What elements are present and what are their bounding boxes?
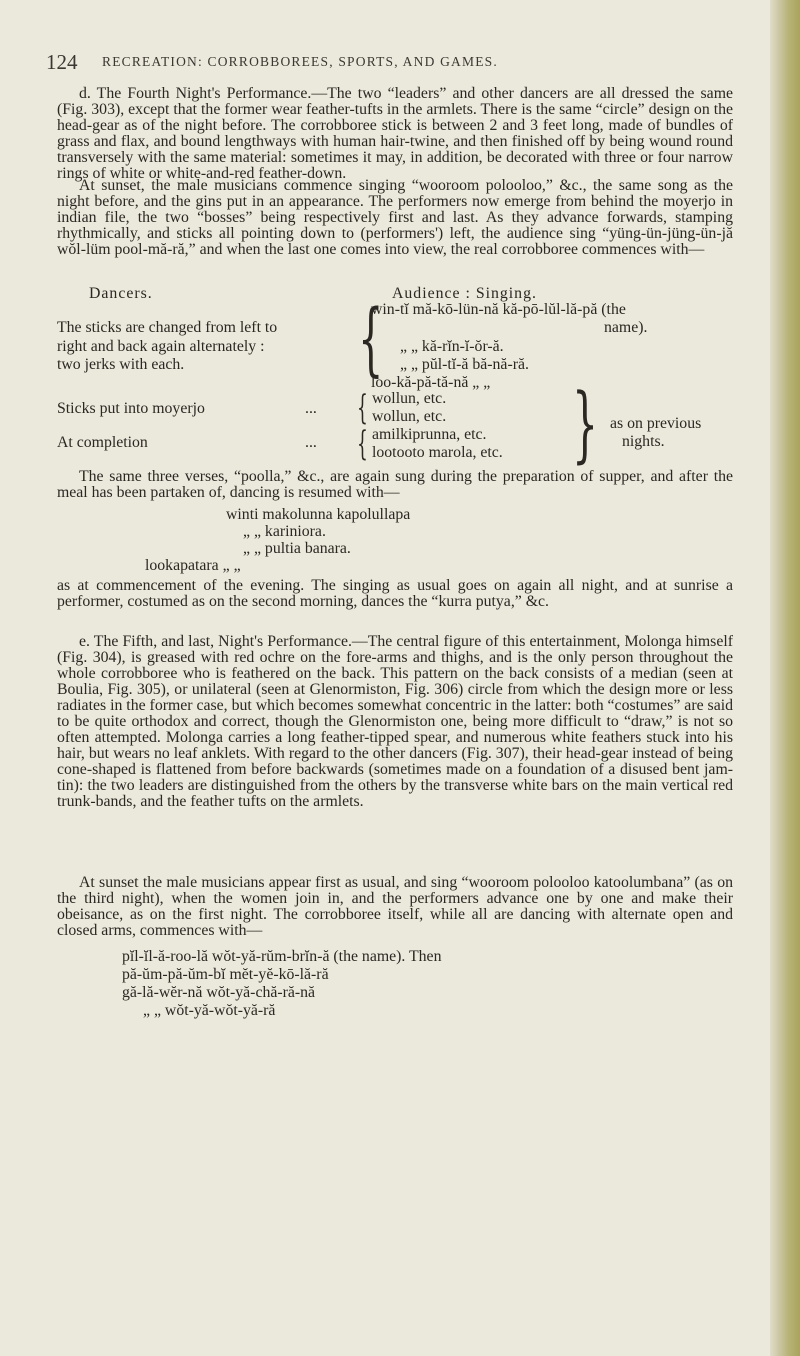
col-header-audience: Audience : Singing. xyxy=(392,285,537,302)
chant-line-3: gă-lă-wĕr-nă wŏt-yă-chă-ră-nă xyxy=(122,984,316,1001)
verse-line-4: lookapatara „ „ xyxy=(145,557,241,574)
row-moyerjo-dots: ... xyxy=(305,400,317,417)
previous-nights-line-1: as on previous xyxy=(610,415,702,432)
paragraph-sunset-second: At sunset the male musicians appear first as usual, and sing “wooroom polooloo katoolumbana” (as on the third night), when the women join in, and the performers advance one by one and make their obeisance, as on the first night. The corrobboree itself, while all are dancing with alternate open and closed arms, commences with— xyxy=(57,874,733,939)
row-moyerjo: Sticks put into moyerjo xyxy=(57,400,205,417)
dancers-line-2: right and back again alternately : xyxy=(57,338,265,355)
previous-nights-line-2: nights. xyxy=(622,433,665,450)
sing-line-1: win-tĭ mă-kō-lün-nă kă-pō-lŭl-lă-pă (the xyxy=(371,301,626,318)
verse-line-1: winti makolunna kapolullapa xyxy=(226,506,411,523)
verse-line-3: „ „ pultia banara. xyxy=(243,540,351,557)
running-title: RECREATION: CORROBBOREES, SPORTS, AND GAMES. xyxy=(102,54,498,69)
paragraph-sunset-singing: At sunset, the male musicians commence singing “wooroom polooloo,” &c., the same song as the night before, and the gins put in an appearance. The performers now emerge from behind the moyerjo in indian file, the two “bosses” being respectively first and last. As they advance forwards, stamping rhythmically, and sticks all pointing down to (performers') left, the audience sing “yüng-ün-jüng-ün-jă wŏl-lüm pool-mă-ră,” and when the last one comes into view, the real corrobboree commences with— xyxy=(57,177,733,258)
sing-line-5: loo-kă-pă-tă-nă „ „ xyxy=(371,374,491,391)
paragraph-fifth-night: e. The Fifth, and last, Night's Performance.—The central figure of this entertainment, Molonga himself (Fig. 304), is greased with red ochre on the fore-arms and thighs, and is the only person throughout the whole corrobboree who is feathered on the back. This pattern on the back consists of a median (seen at Boulia, Fig. 305), or unilateral (seen at Glenormiston, Fig. 306) circle from which the design more or less radiates in the former case, but which becomes somewhat concentric in the latter: both “costumes” are said to be quite orthodox and correct, though the Glenormiston one, being more difficult to “draw,” is not so often attempted. Molonga carries a long feather-tipped spear, and numerous white feathers stuck into his hair, but wears no leaf anklets. With regard to the other dancers (Fig. 307), their head-gear instead of being cone-shaped is flattened from before backwards (sometimes made on a foundation of a disused bent jam-tin): the two leaders are distinguished from the others by the transverse white bars on the main vertical red trunk-bands, and the feather tufts on the armlets. xyxy=(57,633,733,810)
row-completion: At completion xyxy=(57,434,148,451)
col-header-dancers: Dancers. xyxy=(89,285,153,302)
chant-line-4: „ „ wŏt-yă-wŏt-yă-ră xyxy=(143,1002,276,1019)
mid-line-1: wollun, etc. xyxy=(372,390,447,407)
paragraph-fourth-night: d. The Fourth Night's Performance.—The two “leaders” and other dancers are all dressed the same (Fig. 303), except that the former wear feather-tufts in the armlets. There is the same “circle” design on the head-gear as of the night before. The corrobboree stick is between 2 and 3 feet long, made of bundles of grass and flax, and bound lengthways with human hair-twine, and then finished off by being wound round transversely with the same material: sometimes it may, in addition, be decorated with three or four narrow rings of white or white-and-red feather-down. xyxy=(57,85,733,182)
verse-line-2: „ „ kariniora. xyxy=(243,523,326,540)
page-number: 124 xyxy=(46,50,78,74)
page-edge-shadow xyxy=(770,0,800,1356)
dancers-line-3: two jerks with each. xyxy=(57,356,185,373)
sing-line-4: „ „ pŭl-tĭ-ă bă-nă-ră. xyxy=(400,356,529,373)
chant-line-1: pĭl-ĭl-ă-roo-lă wŏt-yă-rŭm-brĭn-ă (the name). Then xyxy=(122,948,442,965)
row-completion-dots: ... xyxy=(305,434,317,451)
sing-line-3: „ „ kă-rĭn-ĭ-ŏr-ă. xyxy=(400,338,504,355)
brace-completion: { xyxy=(357,424,368,464)
mid-line-3: amilkiprunna, etc. xyxy=(372,426,487,443)
dancers-line-1: The sticks are changed from left to xyxy=(57,319,278,336)
page-header xyxy=(46,50,746,76)
paragraph-commencement: as at commencement of the evening. The singing as usual goes on again all night, and at sunrise a performer, costumed as on the second morning, dances the “kurra putya,” &c. xyxy=(57,577,733,610)
left-brace-audience: { xyxy=(358,292,384,385)
paragraph-same-verses: The same three verses, “poolla,” &c., are again sung during the preparation of supper, and after the meal has been partaken of, dancing is resumed with— xyxy=(57,468,733,501)
right-brace-previous: } xyxy=(572,377,599,472)
sing-line-2: name). xyxy=(604,319,648,336)
mid-line-2: wollun, etc. xyxy=(372,408,447,425)
chant-line-2: pă-ŭm-pă-ŭm-bĭ mĕt-yĕ-kō-lă-ră xyxy=(122,966,329,983)
mid-line-4: lootooto marola, etc. xyxy=(372,444,503,461)
brace-moyerjo: { xyxy=(357,388,368,428)
